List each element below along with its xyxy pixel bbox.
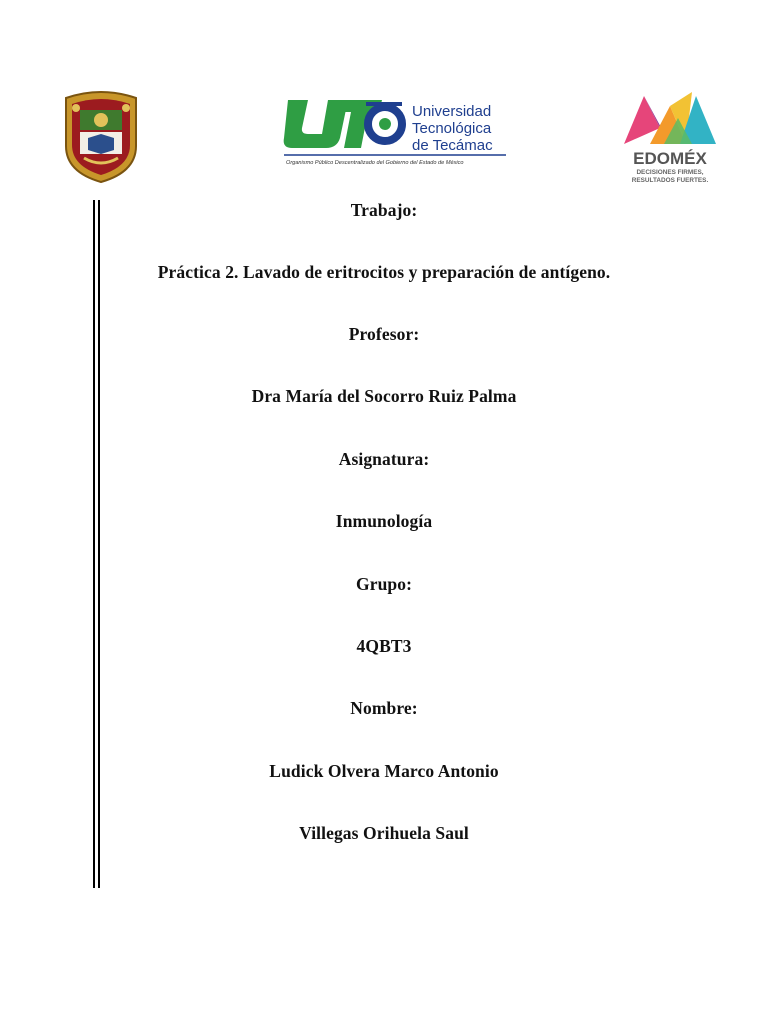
profesor-label: Profesor: bbox=[348, 324, 420, 344]
utt-tagline: Organismo Público Descentralizado del Gobierno del Estado de México bbox=[286, 160, 464, 166]
grupo-label: Grupo: bbox=[355, 574, 413, 594]
asignatura-label: Asignatura: bbox=[338, 449, 430, 469]
trabajo-value: Práctica 2. Lavado de eritrocitos y preparación de antígeno. bbox=[157, 262, 611, 282]
nombre-label: Nombre: bbox=[350, 698, 418, 718]
asignatura-value: Inmunología bbox=[335, 511, 433, 531]
profesor-value: Dra María del Socorro Ruiz Palma bbox=[251, 386, 517, 406]
nombre-value-2: Villegas Orihuela Saul bbox=[299, 823, 469, 843]
universidad-tecnologica-de-tecamac-logo bbox=[282, 94, 508, 168]
utt-title-line-1: Universidad bbox=[412, 103, 492, 120]
edomex-tagline-1: DECISIONES FIRMES, bbox=[636, 169, 704, 176]
edomex-tagline-2: RESULTADOS FUERTES. bbox=[631, 177, 709, 184]
estado-de-mexico-coat-of-arms-logo bbox=[58, 88, 144, 184]
utt-title-line-2: Tecnológica bbox=[412, 120, 492, 137]
nombre-value-1: Ludick Olvera Marco Antonio bbox=[269, 761, 499, 781]
grupo-value: 4QBT3 bbox=[356, 636, 412, 656]
left-border-rule bbox=[93, 200, 95, 888]
utt-title-line-3: de Tecámac bbox=[412, 137, 493, 154]
edomex-brand: EDOMÉX bbox=[633, 149, 707, 168]
trabajo-label: Trabajo: bbox=[350, 200, 418, 220]
edomex-logo bbox=[620, 88, 720, 188]
left-border-rule-inner bbox=[98, 200, 100, 888]
